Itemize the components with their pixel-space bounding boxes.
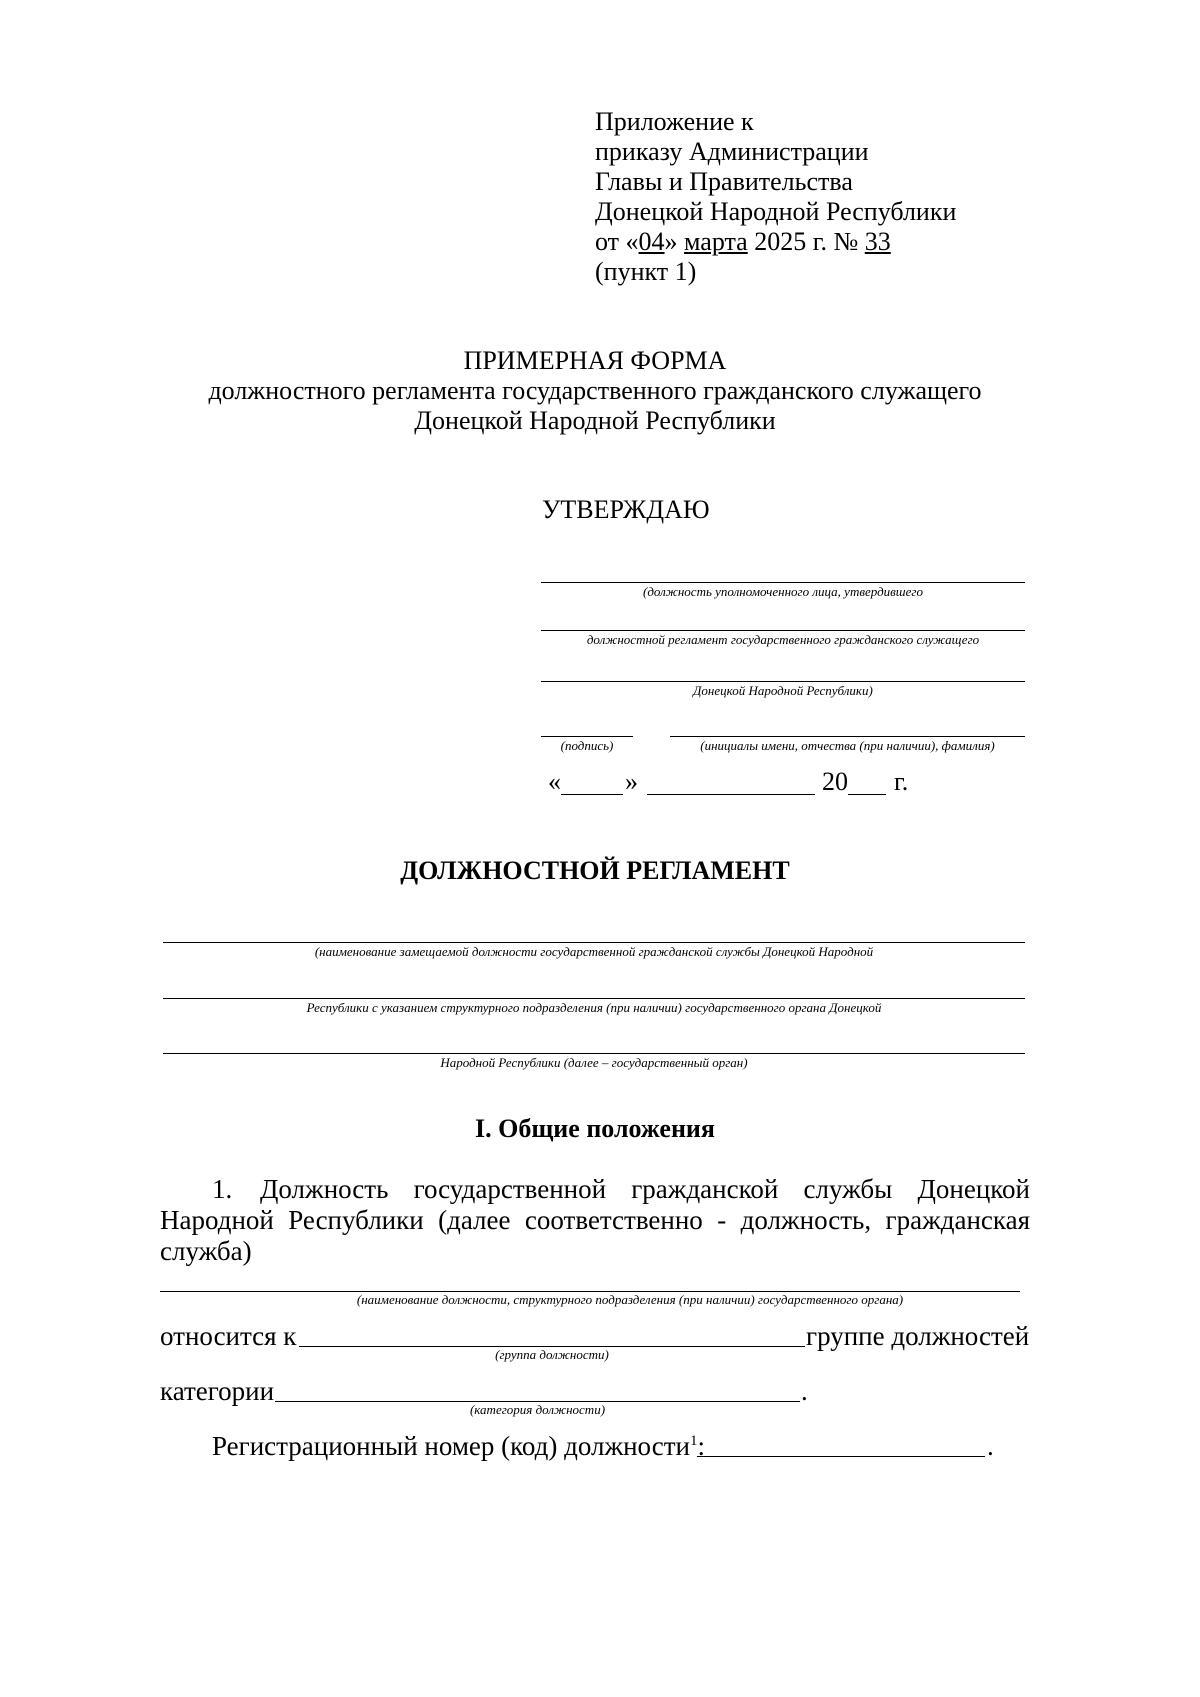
approval-line-3 [541,681,1025,682]
approval-date-suffix: г. [894,767,909,796]
p1-word: Должность [260,1174,389,1204]
signature-line [541,736,633,737]
order-month: марта [684,227,748,256]
appendix-line-1: Приложение к [595,107,754,136]
regulation-caption-1: (наименование замещаемой должности государственной гражданской службы Донецкой Народной [314,944,874,959]
reg-number-end: . [987,1431,994,1461]
p1-word: Донецкой [917,1174,1030,1204]
approval-caption-2: должностной регламент государственного гражданского служащего [586,632,980,647]
paragraph-1-line-2 [160,1204,1030,1236]
order-number: 33 [864,227,891,256]
belongs-suffix: группе должностей [806,1321,1030,1351]
approval-date-year: 20 [822,767,848,796]
order-day: 04 [638,227,665,256]
approval-year-blank [848,794,886,795]
regulation-caption-3: Народной Республики (далее – государственный орган) [440,1055,748,1070]
regulation-line-2 [163,998,1025,999]
approval-date-open-quote: « [548,767,561,796]
approval-line-2 [541,630,1025,631]
appendix-order-date [595,226,891,258]
name-caption: (инициалы имени, отчества (при наличии), фамилия) [700,738,995,753]
section-1-heading: I. Общие положения [475,1114,715,1143]
appendix-line-2: приказу Администрации [595,137,869,166]
paragraph-1-number: 1. [212,1174,233,1204]
p1-word: соответственно [524,1205,703,1235]
approval-heading: УТВЕРЖДАЮ [542,495,710,524]
approval-day-blank [561,794,623,795]
p1-word: должность, [740,1205,872,1235]
p1-word: службы [803,1174,893,1204]
approval-caption-3: Донецкой Народной Республики) [693,683,873,698]
approval-date-close-quote: » [625,767,638,796]
date-mid: » [664,227,685,256]
p1-word: - [717,1205,727,1235]
paragraph-1-line-3: служба) [160,1236,252,1266]
regulation-line-3 [163,1053,1025,1054]
p1-word: Республики [288,1205,424,1235]
approval-line-1 [541,582,1025,583]
regulation-heading: ДОЛЖНОСТНОЙ РЕГЛАМЕНТ [400,856,790,885]
category-suffix: . [801,1376,808,1406]
form-title-line-2: должностного регламента государственного гражданского служащего [208,376,982,405]
reg-number-colon: : [697,1431,705,1461]
reg-number-label: Регистрационный номер (код) должности [212,1431,690,1461]
regulation-caption-2: Республики с указанием структурного подразделения (при наличии) государственного органа Донецкой [306,1000,882,1015]
reg-number-row [212,1430,705,1462]
name-line [670,736,1025,737]
p1-word: (далее [438,1205,511,1235]
approval-caption-1: (должность уполномоченного лица, утвердившего [643,584,923,599]
date-prefix: от « [595,227,639,256]
category-caption: (категория должности) [469,1402,606,1417]
p1-word: гражданская [885,1205,1030,1235]
belongs-prefix: относится к [160,1321,297,1351]
appendix-line-4: Донецкой Народной Республики [595,197,957,226]
appendix-line-3: Главы и Правительства [595,167,853,196]
p1-word: государственной [413,1174,607,1204]
p1-word: Народной [160,1205,274,1235]
reg-number-line [697,1456,985,1457]
category-prefix: категории [160,1376,275,1406]
paragraph-1-line-1 [260,1173,1030,1205]
signature-caption: (подпись) [560,738,614,753]
p1-word: гражданской [631,1174,779,1204]
approval-month-blank [647,794,815,795]
regulation-line-1 [163,942,1025,943]
appendix-item: (пункт 1) [595,257,697,286]
group-caption: (группа должности) [495,1347,609,1362]
order-year: 2025 г. № [747,227,865,256]
form-title-line-3: Донецкой Народной Республики [414,406,776,435]
footnote-marker: 1 [689,1433,698,1449]
form-title-line-1: ПРИМЕРНАЯ ФОРМА [463,346,727,375]
position-caption: (наименование должности, структурного подразделения (при наличии) государственного органа) [356,1292,904,1307]
